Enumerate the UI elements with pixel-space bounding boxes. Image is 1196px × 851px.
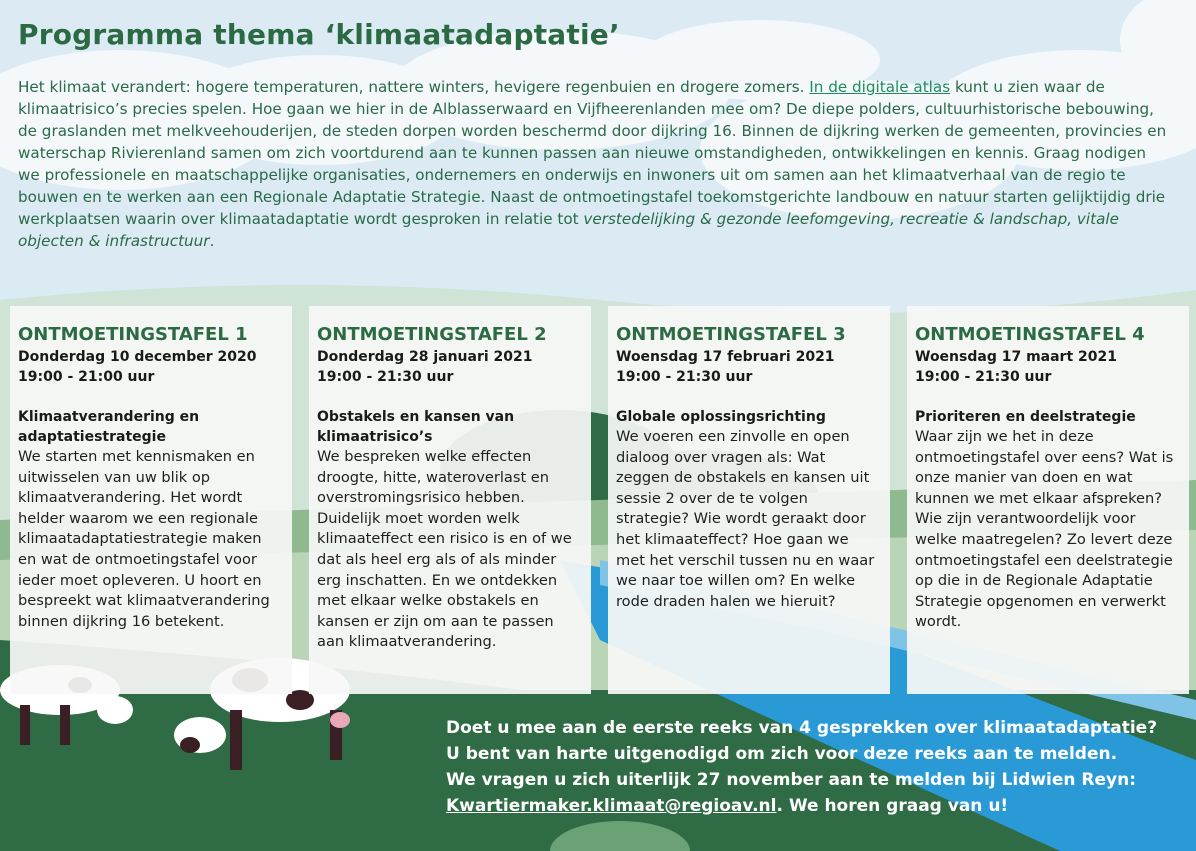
meeting-card-4: [907, 306, 1189, 694]
card-title: ONTMOETINGSTAFEL 1: [18, 324, 248, 345]
card-time: 19:00 - 21:30 uur: [616, 369, 753, 385]
card-title: ONTMOETINGSTAFEL 2: [317, 324, 547, 345]
card-subtitle: Prioriteren en deelstrategie: [915, 409, 1136, 425]
card-date: Woensdag 17 februari 2021: [616, 349, 835, 365]
card-subtitle: Obstakels en kansen van klimaatrisico’s: [317, 409, 515, 445]
card-time: 19:00 - 21:00 uur: [18, 369, 155, 385]
card-body: Waar zijn we het in deze ontmoetingstafel over eens? Wat is onze manier van doen en wat kunnen we met elkaar afspreken? Wie zijn verantwoordelijk voor welke maatregelen? Zo levert deze ontmoetingstafel een deelstrategie op die in de Regionale Adaptatie Strategie opgenomen en verwerkt wordt.: [915, 428, 1174, 631]
card-body: We starten met kennismaken en uitwisselen van uw blik op klimaatverandering. Het wordt helder waarom we een regionale klimaatadaptatiestrategie maken en wat de ontmoetingstafel voor ieder moet opleveren. U hoort en bespreekt wat klimaatverandering binnen dijkring 16 betekent.: [18, 448, 270, 630]
intro-paragraph: [18, 76, 1168, 252]
meeting-card-1: [10, 306, 292, 694]
atlas-link[interactable]: In de digitale atlas: [809, 78, 951, 96]
call-to-action: [446, 715, 1196, 819]
card-date: Woensdag 17 maart 2021: [915, 349, 1117, 365]
cta-closing: . We horen graag van u!: [776, 796, 1009, 816]
card-title: ONTMOETINGSTAFEL 4: [915, 324, 1145, 345]
intro-text-after: kunt u zien waar de klimaatrisico’s precies spelen. Hoe gaan we hier in de Alblasserwaard en Vijfheerenlanden mee om? De diepe polders, cultuurhistorische bebouwing, de graslanden met melkveehouderijen, de steden dorpen worden beschermd door dijkring 16. Binnen de dijkring werken de gemeenten, provincies en waterschap Rivierenland samen om zich voortdurend aan te kunnen passen aan nieuwe omstandigheden, ontwikkelingen en kennis. Graag nodigen we professionele en maatschappelijke organisaties, ondernemers en onderwijs en inwoners uit om samen aan het klimaatverhaal van de regio te bouwen en te werken aan een Regionale Adaptatie Strategie. Naast de ontmoetingstafel toekomstgerichte landbouw en natuur starten gelijktijdig drie werkplaatsen waarin over klimaatadaptatie wordt gesproken in relatie tot: [18, 78, 1167, 228]
email-link[interactable]: Kwartiermaker.klimaat@regioav.nl: [446, 796, 777, 816]
card-date: Donderdag 10 december 2020: [18, 349, 257, 365]
card-subtitle: Globale oplossingsrichting: [616, 409, 826, 425]
intro-text-end: .: [209, 232, 215, 250]
card-date: Donderdag 28 januari 2021: [317, 349, 533, 365]
card-title: ONTMOETINGSTAFEL 3: [616, 324, 846, 345]
cta-line-3: We vragen u zich uiterlijk 27 november aan te melden bij Lidwien Reyn:: [446, 770, 1137, 790]
page-title: Programma thema ‘klimaatadaptatie’: [18, 18, 620, 51]
card-body: We bespreken welke effecten droogte, hitte, wateroverlast en overstromingsrisico hebben. Duidelijk moet worden welk klimaateffect een risico is en of we dat als heel erg als of als minder erg inschatten. En we ontdekken met elkaar welke obstakels en kansen er zijn om aan te passen aan klimaatverandering.: [317, 448, 572, 651]
intro-text-before: Het klimaat verandert: hogere temperaturen, nattere winters, hevigere regenbuien en drogere zomers.: [18, 78, 810, 96]
card-subtitle: Klimaatverandering en adaptatiestrategie: [18, 409, 200, 445]
cta-line-4: [446, 793, 1196, 819]
card-time: 19:00 - 21:30 uur: [317, 369, 454, 385]
card-body: We voeren een zinvolle en open dialoog over vragen als: Wat zeggen de obstakels en kansen uit sessie 2 over de te volgen strategie? Wie wordt geraakt door het klimaateffect? Hoe gaan we met het verschil tussen nu en waar we naar toe willen om? En welke rode draden halen we hieruit?: [616, 428, 875, 610]
meeting-card-3: [608, 306, 890, 694]
cta-line-2: U bent van harte uitgenodigd om zich voor deze reeks aan te melden.: [446, 744, 1118, 764]
intro-italic-themes: verstedelijking & gezonde leefomgeving, recreatie & landschap, vitale objecten & infrastructuur: [18, 210, 1119, 250]
meeting-card-2: [309, 306, 591, 694]
cta-line-1: Doet u mee aan de eerste reeks van 4 gesprekken over klimaatadaptatie?: [446, 718, 1158, 738]
card-time: 19:00 - 21:30 uur: [915, 369, 1052, 385]
